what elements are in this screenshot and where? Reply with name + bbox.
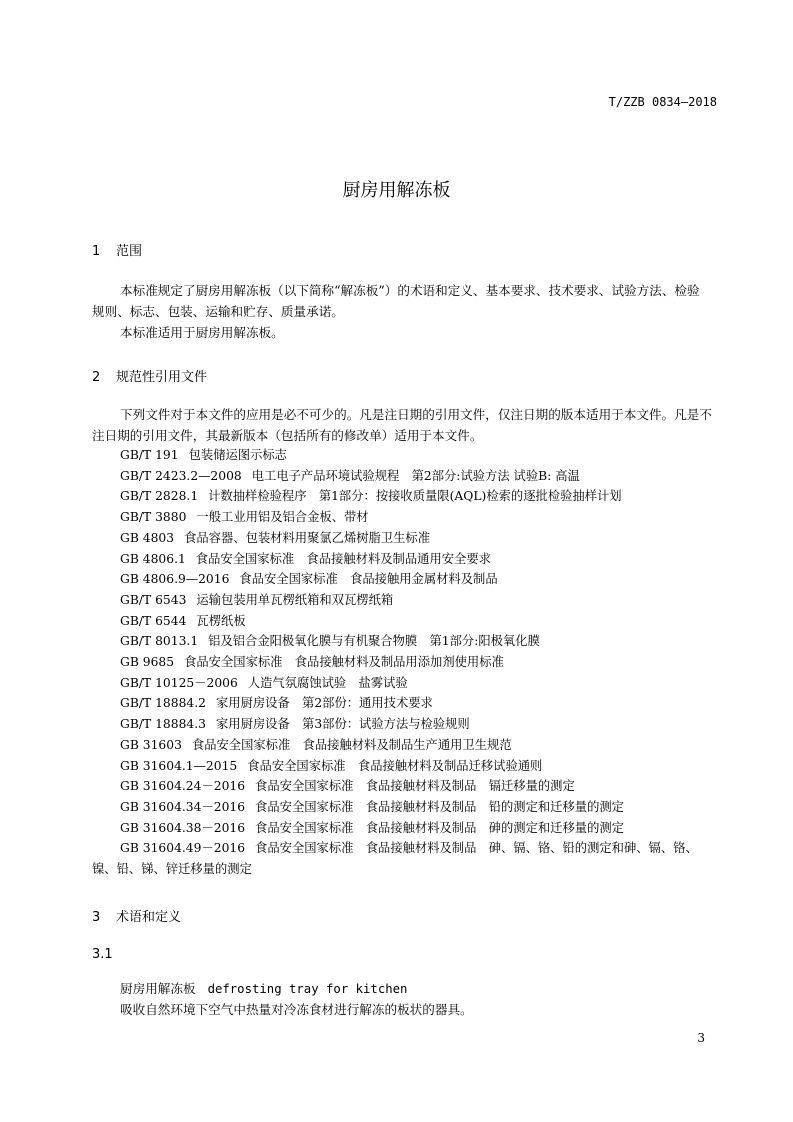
section-title: 规范性引用文件: [116, 370, 208, 385]
reference-item: [92, 735, 717, 756]
reference-title: 食品安全国家标准 食品接触材料及制品用添加剂使用标准: [184, 655, 504, 670]
reference-item: [92, 797, 717, 818]
reference-item: [92, 549, 717, 570]
reference-item: [92, 611, 717, 632]
paragraph: 本标准规定了厨房用解冻板（以下简称“解冻板”）的术语和定义、基本要求、技术要求、试验方法、检验规则、标志、包装、运输和贮存、质量承诺。: [92, 283, 700, 319]
reference-code: GB 4803: [120, 530, 175, 545]
reference-item: [92, 756, 717, 777]
reference-item: [92, 714, 717, 735]
reference-item: [92, 528, 717, 549]
reference-code: GB 31604.49－2016: [120, 841, 246, 856]
reference-code: GB/T 6543: [120, 592, 187, 607]
reference-item: [92, 673, 717, 694]
term-chinese: 厨房用解冻板: [120, 981, 196, 996]
reference-code: GB 31603: [120, 737, 182, 752]
reference-title: 食品安全国家标准 食品接触材料及制品迁移试验通则: [247, 758, 543, 773]
reference-code: GB/T 2423.2—2008: [120, 468, 242, 483]
reference-code: GB/T 10125－2006: [120, 675, 238, 690]
reference-code: GB/T 18884.2: [120, 696, 206, 711]
reference-code: GB/T 191: [120, 448, 179, 462]
reference-title: 铝及铝合金阳极氧化膜与有机聚合物膜 第1部分:阳极氧化膜: [208, 634, 540, 649]
reference-title: 食品安全国家标准 食品接触用金属材料及制品: [239, 572, 498, 587]
section-2-heading: [92, 366, 207, 385]
section-2-intro: [92, 404, 717, 446]
reference-code: GB 4806.1: [120, 551, 186, 566]
section-number: 1: [92, 244, 101, 259]
reference-item: [92, 631, 717, 652]
reference-item: [92, 507, 717, 528]
section-title: 范围: [116, 244, 143, 259]
section-number: 3: [92, 910, 101, 925]
reference-code: GB/T 18884.3: [120, 717, 206, 732]
reference-code: GB 4806.9—2016: [120, 572, 230, 587]
reference-title: 人造气氛腐蚀试验 盐雾试验: [247, 675, 408, 690]
reference-title: 家用厨房设备 第2部份：通用技术要求: [215, 696, 433, 711]
reference-item: [92, 445, 717, 466]
reference-item: [92, 486, 717, 507]
section-number: 2: [92, 370, 101, 385]
reference-title: 一般工业用铝及铝合金板、带材: [196, 510, 369, 525]
reference-code: GB/T 8013.1: [120, 634, 199, 649]
section-3-heading: [92, 906, 181, 925]
document-title: 厨房用解冻板: [342, 180, 451, 201]
reference-code: GB 9685: [120, 655, 175, 670]
reference-code: GB/T 2828.1: [120, 489, 199, 504]
term-entry: [120, 978, 407, 997]
reference-title: 食品安全国家标准 食品接触材料及制品 铅的测定和迁移量的测定: [255, 799, 624, 814]
reference-code: GB 31604.24－2016: [120, 779, 246, 794]
reference-item: [92, 838, 717, 879]
reference-item: [92, 693, 717, 714]
reference-title: 家用厨房设备 第3部份：试验方法与检验规则: [215, 717, 470, 732]
section-1-body: [92, 280, 712, 343]
reference-title: 食品安全国家标准 食品接触材料及制品通用安全要求: [195, 551, 491, 566]
reference-code: GB/T 3880: [120, 510, 187, 525]
reference-title: 计数抽样检验程序 第1部分：按接收质量限(AQL)检索的逐批检验抽样计划: [208, 489, 622, 504]
reference-title: 食品安全国家标准 食品接触材料及制品 砷的测定和迁移量的测定: [255, 820, 624, 835]
term-definition: 吸收自然环境下空气中热量对冷冻食材进行解冻的板状的器具。: [120, 1002, 473, 1017]
term-english: defrosting tray for kitchen: [207, 982, 408, 996]
page-number: 3: [697, 1031, 705, 1045]
reference-code: GB 31604.38－2016: [120, 820, 246, 835]
reference-title: 电工电子产品环境试验规程 第2部分:试验方法 试验B: 高温: [251, 468, 580, 483]
reference-item: [92, 466, 717, 487]
paragraph: 下列文件对于本文件的应用是必不可少的。凡是注日期的引用文件，仅注日期的版本适用于本文件。凡是不注日期的引用文件，其最新版本（包括所有的修改单）适用于本文件。: [92, 407, 712, 443]
paragraph: 本标准适用于厨房用解冻板。: [120, 325, 284, 340]
reference-title: 食品安全国家标准 食品接触材料及制品 砷、镉、铬、铅的测定和砷、镉、铬、镍、铅、锑、锌迁移量的测定: [92, 841, 698, 877]
normative-references-list: [92, 445, 717, 880]
reference-title: 瓦楞纸板: [196, 613, 246, 628]
section-title: 术语和定义: [116, 910, 182, 925]
reference-item: [92, 818, 717, 839]
reference-title: 食品容器、包装材料用聚氯乙烯树脂卫生标准: [184, 530, 431, 545]
reference-code: GB/T 6544: [120, 613, 187, 628]
reference-title: 食品安全国家标准 食品接触材料及制品生产通用卫生规范: [191, 737, 512, 752]
reference-title: 运输包装用单瓦楞纸箱和双瓦楞纸箱: [196, 592, 394, 607]
document-id: T/ZZB 0834—2018: [608, 95, 717, 109]
section-1-heading: [92, 240, 142, 259]
reference-item: [92, 652, 717, 673]
reference-title: 食品安全国家标准 食品接触材料及制品 镉迁移量的测定: [255, 779, 575, 794]
reference-item: [92, 590, 717, 611]
subsection-number: 3.1: [92, 947, 113, 962]
reference-code: GB 31604.1—2015: [120, 758, 238, 773]
reference-item: [92, 776, 717, 797]
reference-title: 包装储运图示标志: [188, 448, 287, 462]
reference-code: GB 31604.34－2016: [120, 799, 246, 814]
reference-item: [92, 569, 717, 590]
